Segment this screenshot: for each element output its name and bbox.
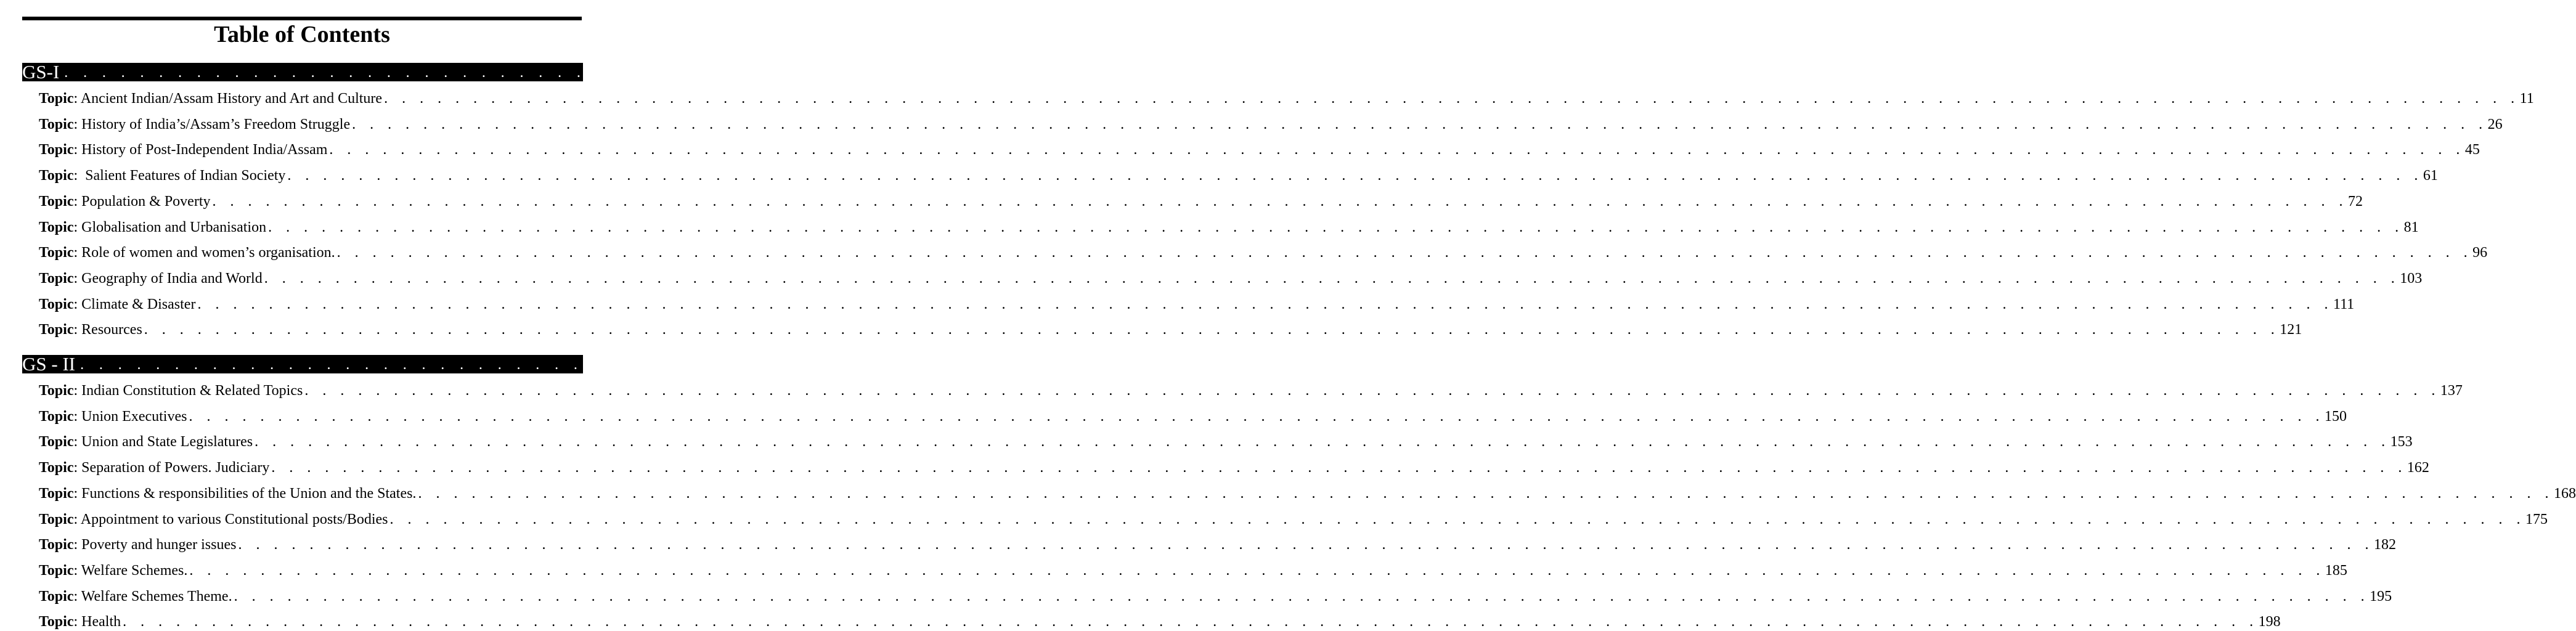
topic-keyword: Topic (39, 91, 74, 107)
toc-entry[interactable] (39, 458, 2429, 477)
entry-title: : Salient Features of Indian Society (73, 168, 286, 184)
topic-keyword: Topic (39, 168, 74, 184)
dot-leader: . . . . . . . . . . . . . . . . . . . . . . . . . . . . . . . . . . . . . . . . . . . . . . . . . . . . . . . . . . . . . . . . . . . . . . . . . . . . . . . . . . . . . . . . . . . . . . . . . . . . . . . . . . . . . . . . . . . . . . . . (255, 434, 2391, 450)
topic-keyword: Topic (39, 142, 74, 158)
entry-page-number: 111 (2333, 296, 2355, 312)
entry-title: : Population & Poverty (73, 193, 211, 210)
toc-entry[interactable] (39, 613, 2281, 631)
dot-leader: . . . . . . . . . . . . . . . . . . . . . . . . . . . . . . . . . . . . . . . . . . . . . . . . . . . . . . . . . . . . . . . . . . . . . . . . . . . . . . . . . . . . . . . . . . . . . . . . . . . . . . . . . . . . . . . . . . . . . . . . (384, 91, 2520, 107)
entry-title: : Globalisation and Urbanisation (73, 219, 267, 235)
dot-leader: . . . . . . . . . . . . . . . . . . . . . . . . . . . . . . . . . . . . . . . . . . . . . . . . . . . . . . . . . . . . . . . . . . . . . . . . . . . . . . . . . . . . . . . . . . . . . . . . . . . . . . . . . . . . . . . . . . . . . . . . (238, 537, 2374, 553)
entry-page-number: 45 (2464, 142, 2480, 158)
entry-title: : History of India’s/Assam’s Freedom Struggle (73, 116, 351, 132)
entry-page-number: 182 (2373, 537, 2396, 553)
dot-leader: . . . . . . . . . . . . . . . . . . . . . . . . . . . . . . . . . . . . . . . . . . . . . . . . . . . . . . . . . . . . . . . . . . . . . . . . . . . . . . . . . . . . . . . . . . . . . . . . . . . . . . . . . . . . . . . . . . . . . . . . (389, 511, 2525, 527)
entry-title: : Poverty and hunger issues (73, 537, 237, 553)
entry-page-number: 103 (2400, 270, 2423, 287)
topic-keyword: Topic (39, 408, 74, 425)
toc-entry[interactable] (39, 218, 2419, 237)
entry-page-number: 11 (2519, 91, 2534, 107)
entry-page-number: 195 (2370, 588, 2392, 605)
toc-entry[interactable] (39, 587, 2392, 606)
entry-page-number: 162 (2407, 460, 2429, 476)
dot-leader: . . . . . . . . . . . . . . . . . . . . . . . . . . . . . . . . . . . . . . . . . . . . . . . . . . . . . . . . . . . . . . . . . . . . . . . . . . . . . . . . . . . . . . . . . . . . . . . . . . . . . . . . . . . . . . . . . . . . . . . . (212, 193, 2348, 210)
dot-leader: . . . . . . . . . . . . . . . . . . . . . . . . . . . . . . . . . . . . . . . . . . . . . . . . . . . . . . . . . . . . . . . . . . . . . . . . . . . . . . . . . . . . . . . . . . . . . . . . . . . . . . . . . . . . . . . . . . . . . . . . (336, 245, 2473, 261)
section-label: GS-I (22, 61, 60, 83)
toc-entry[interactable] (39, 320, 2302, 339)
topic-keyword: Topic (39, 245, 74, 261)
entry-page-number: 198 (2258, 614, 2281, 630)
dot-leader: . . . . . . . . . . . . . . . . . . . . . . . . . . . . . . . . . . . . . . . . . . . . . . . . . . . . . . . . . . . . . . . . . . . . . . . . . . . . . . . . . . . . . . . . . . . . . . . . . . . . . . . . . . . . . . . . . . . . . . . . (123, 614, 2259, 630)
topic-keyword: Topic (39, 296, 74, 312)
topic-keyword: Topic (39, 219, 74, 235)
entry-title: : Functions & responsibilities of the Union and the States. (73, 485, 417, 502)
dot-leader: . . . . . . . . . . . . . . . . . . . . . . . . . . . . . . . . . . . . . . . . . . . . . . . . . . . . . . . . . . . . . . . . . . . . . . . . . . . . . . . . . . . . . . . . . . . . . . . . . . . . . . . . . . . . . . . . . . . . . . . . (234, 588, 2370, 605)
entry-page-number: 72 (2347, 193, 2363, 210)
entry-title: : History of Post-Independent India/Assam (73, 142, 328, 158)
entry-page-number: 168 (2553, 485, 2576, 502)
toc-entry[interactable] (39, 561, 2347, 580)
topic-keyword: Topic (39, 193, 74, 210)
entry-page-number: 96 (2472, 245, 2488, 261)
section-header[interactable] (22, 353, 2378, 375)
entry-page-number: 185 (2325, 562, 2347, 579)
entry-page-number: 150 (2324, 408, 2347, 425)
toc-entry[interactable] (39, 192, 2363, 211)
dot-leader: . . . . . . . . . . . . . . . . . . . . . . . . . . . . . . . . . . . . . . . . . . . . . . . . . . . . . . . . . . . . . . . . . . . . . . . . . . . . . . . . . . . . . . . . . . . . . . . . . . . . . . . . . . . . . . . . . . . . . . . . (144, 322, 2280, 338)
entry-title: : Indian Constitution & Related Topics (73, 383, 303, 399)
toc-entry[interactable] (39, 295, 2355, 314)
toc-entry[interactable] (39, 140, 2480, 159)
section-label: GS - II (22, 353, 76, 375)
dot-leader: . . . . . . . . . . . . . . . . . . . . . . . . . . . . . . . . . . . . . . . . . . . . . . . . . . . . . . . . . . . . . . . . . . . . . . . . . . . . . . . . . . . . . . . . . . . . . . . . . . . . . . . . . . . . . . . . . . . . . . . . (64, 65, 2333, 81)
toc-entry[interactable] (39, 381, 2463, 400)
dot-leader: . . . . . . . . . . . . . . . . . . . . . . . . . . . . . . . . . . . . . . . . . . . . . . . . . . . . . . . . . . . . . . . . . . . . . . . . . . . . . . . . . . . . . . . . . . . . . . . . . . . . . . . . . . . . . . . . . . . . . . . . (189, 408, 2325, 425)
topic-keyword: Topic (39, 383, 74, 399)
topic-keyword: Topic (39, 460, 74, 476)
topic-keyword: Topic (39, 537, 74, 553)
dot-leader: . . . . . . . . . . . . . . . . . . . . . . . . . . . . . . . . . . . . . . . . . . . . . . . . . . . . . . . . . . . . . . . . . . . . . . . . . . . . . . . . . . . . . . . . . . . . . . . . . . . . . . . . . . . . . . . . . . . . . . . . (352, 116, 2488, 132)
toc-entry[interactable] (39, 510, 2548, 529)
entry-page-number: 121 (2280, 322, 2302, 338)
entry-page-number: 26 (2487, 116, 2503, 132)
toc-entry[interactable] (39, 166, 2438, 185)
section-header[interactable] (22, 61, 2351, 83)
entry-title: : Appointment to various Constitutional posts/Bodies (73, 511, 388, 527)
entry-title: : Resources (73, 322, 142, 338)
topic-keyword: Topic (39, 322, 74, 338)
toc-entry[interactable] (39, 535, 2396, 554)
toc-entry[interactable] (39, 115, 2503, 134)
topic-keyword: Topic (39, 614, 74, 630)
topic-keyword: Topic (39, 485, 74, 502)
dot-leader: . . . . . . . . . . . . . . . . . . . . . . . . . . . . . . . . . . . . . . . . . . . . . . . . . . . . . . . . . . . . . . . . . . . . . . . . . . . . . . . . . . . . . . . . . . . . . . . . . . . . . . . . . . . . . . . . . . . . . . . . (271, 460, 2407, 476)
section-page-number: 137 (2348, 353, 2378, 375)
dot-leader: . . . . . . . . . . . . . . . . . . . . . . . . . . . . . . . . . . . . . . . . . . . . . . . . . . . . . . . . . . . . . . . . . . . . . . . . . . . . . . . . . . . . . . . . . . . . . . . . . . . . . . . . . . . . . . . . . . . . . . . . (304, 383, 2440, 399)
dot-leader: . . . . . . . . . . . . . . . . . . . . . . . . . . . . . . . . . . . . . . . . . . . . . . . . . . . . . . . . . . . . . . . . . . . . . . . . . . . . . . . . . . . . . . . . . . . . . . . . . . . . . . . . . . . . . . . . . . . . . . . . (189, 562, 2325, 579)
topic-keyword: Topic (39, 434, 74, 450)
entry-title: : Union Executives (73, 408, 187, 425)
entry-title: : Union and State Legislatures (73, 434, 253, 450)
entry-title: : Welfare Schemes Theme. (73, 588, 232, 605)
toc-entry[interactable] (39, 433, 2413, 451)
toc-entry[interactable] (39, 407, 2347, 426)
topic-keyword: Topic (39, 511, 74, 527)
section-page-number: 11 (2332, 61, 2351, 83)
entry-title: : Welfare Schemes. (73, 562, 188, 579)
dot-leader: . . . . . . . . . . . . . . . . . . . . . . . . . . . . . . . . . . . . . . . . . . . . . . . . . . . . . . . . . . . . . . . . . . . . . . . . . . . . . . . . . . . . . . . . . . . . . . . . . . . . . . . . . . . . . . . . . . . . . . . . (268, 219, 2404, 235)
entry-page-number: 153 (2390, 434, 2413, 450)
topic-keyword: Topic (39, 588, 74, 605)
toc-entry[interactable] (39, 484, 2576, 503)
entry-page-number: 81 (2403, 219, 2419, 235)
entry-title: : Ancient Indian/Assam History and Art and Culture (73, 91, 383, 107)
dot-leader: . . . . . . . . . . . . . . . . . . . . . . . . . . . . . . . . . . . . . . . . . . . . . . . . . . . . . . . . . . . . . . . . . . . . . . . . . . . . . . . . . . . . . . . . . . . . . . . . . . . . . . . . . . . . . . . . . . . . . . . . (329, 142, 2465, 158)
dot-leader: . . . . . . . . . . . . . . . . . . . . . . . . . . . . . . . . . . . . . . . . . . . . . . . . . . . . . . . . . . . . . . . . . . . . . . . . . . . . . . . . . . . . . . . . . . . . . . . . . . . . . . . . . . . . . . . . . . . . . . . . (80, 357, 2349, 373)
entry-page-number: 61 (2423, 168, 2438, 184)
entry-title: : Climate & Disaster (73, 296, 196, 312)
entry-title: : Role of women and women’s organisation. (73, 245, 335, 261)
dot-leader: . . . . . . . . . . . . . . . . . . . . . . . . . . . . . . . . . . . . . . . . . . . . . . . . . . . . . . . . . . . . . . . . . . . . . . . . . . . . . . . . . . . . . . . . . . . . . . . . . . . . . . . . . . . . . . . . . . . . . . . . (418, 485, 2554, 502)
dot-leader: . . . . . . . . . . . . . . . . . . . . . . . . . . . . . . . . . . . . . . . . . . . . . . . . . . . . . . . . . . . . . . . . . . . . . . . . . . . . . . . . . . . . . . . . . . . . . . . . . . . . . . . . . . . . . . . . . . . . . . . . (264, 270, 2400, 287)
toc-entry[interactable] (39, 89, 2534, 108)
toc-entry[interactable] (39, 243, 2488, 262)
entry-page-number: 137 (2440, 383, 2463, 399)
topic-keyword: Topic (39, 562, 74, 579)
entry-title: : Health (73, 614, 121, 630)
page-title: Table of Contents (214, 22, 390, 47)
topic-keyword: Topic (39, 270, 74, 287)
topic-keyword: Topic (39, 116, 74, 132)
dot-leader: . . . . . . . . . . . . . . . . . . . . . . . . . . . . . . . . . . . . . . . . . . . . . . . . . . . . . . . . . . . . . . . . . . . . . . . . . . . . . . . . . . . . . . . . . . . . . . . . . . . . . . . . . . . . . . . . . . . . . . . . (197, 296, 2333, 312)
entry-title: : Geography of India and World (73, 270, 263, 287)
entry-title: : Separation of Powers. Judiciary (73, 460, 270, 476)
toc-entry[interactable] (39, 269, 2423, 288)
dot-leader: . . . . . . . . . . . . . . . . . . . . . . . . . . . . . . . . . . . . . . . . . . . . . . . . . . . . . . . . . . . . . . . . . . . . . . . . . . . . . . . . . . . . . . . . . . . . . . . . . . . . . . . . . . . . . . . . . . . . . . . . (287, 168, 2423, 184)
entry-page-number: 175 (2525, 511, 2548, 527)
